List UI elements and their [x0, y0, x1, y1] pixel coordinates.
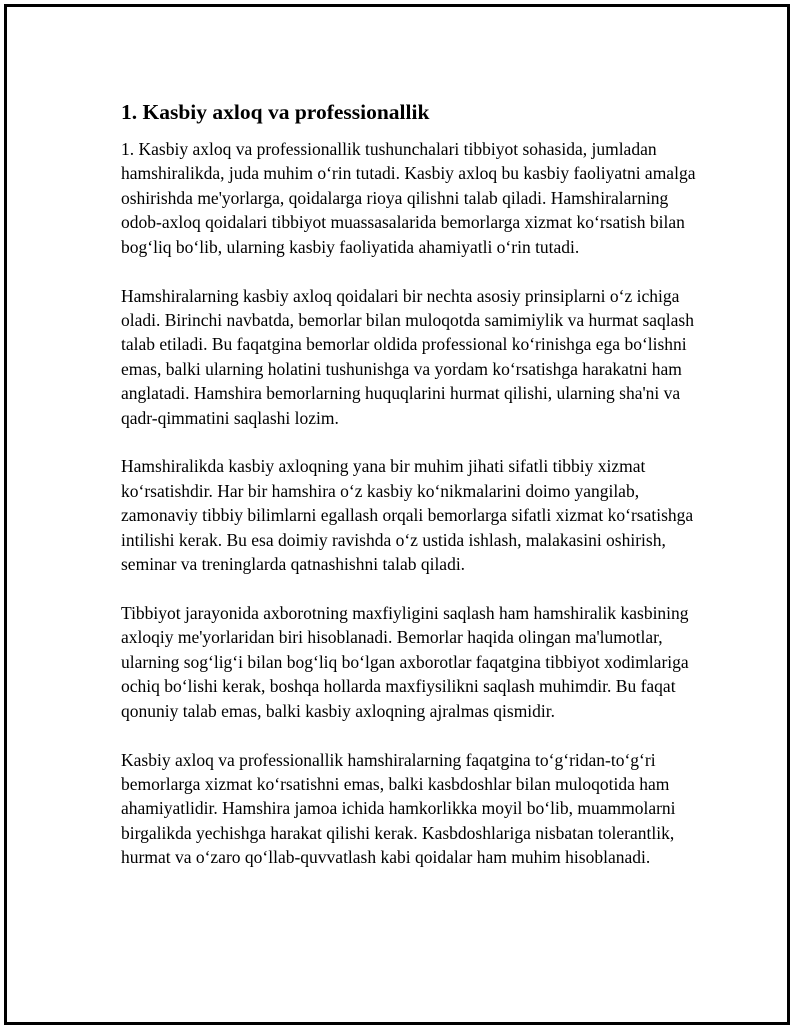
paragraph-1: 1. Kasbiy axloq va professionallik tushunchalari tibbiyot sohasida, jumladan hamshiralikda, juda muhim o‘rin tutadi. Kasbiy axloq bu kasbiy faoliyatni amalga oshirishda me'yorlarga, qoidalarga rioya qilishni talab qiladi. Hamshiralarning odob-axloq qoidalari tibbiyot muassasalarida bemorlarga xizmat ko‘rsatish bilan bog‘liq bo‘lib, ularning kasbiy faoliyatida ahamiyatli o‘rin tutadi.	[121, 139, 696, 257]
paragraph-3: Hamshiralikda kasbiy axloqning yana bir muhim jihati sifatli tibbiy xizmat ko‘rsatishdir. Har bir hamshira o‘z kasbiy ko‘nikmalarini doimo yangilab, zamonaviy tibbiy bilimlarni egallash orqali bemorlarga sifatli xizmat ko‘rsatishga intilishi kerak. Bu esa doimiy ravishda o‘z ustida ishlash, malakasini oshirish, seminar va treninglarda qatnashishni talab qiladi.	[121, 456, 694, 575]
section-heading: 1. Kasbiy axloq va professionallik	[121, 100, 430, 124]
paragraph-2: Hamshiralarning kasbiy axloq qoidalari bir nechta asosiy prinsiplarni o‘z ichiga oladi. Birinchi navbatda, bemorlar bilan muloqotda samimiylik va hurmat saqlash talab etiladi. Bu faqatgina bemorlar oldida professional ko‘rinishga ega bo‘lishni emas, balki ularning holatini tushunishga va yordam ko‘rsatishga harakatni ham anglatadi. Hamshira bemorlarning huquqlarini hurmat qilishi, ularning sha'ni va qadr-qimmatini saqlashi lozim.	[121, 285, 694, 428]
paragraph-5: Kasbiy axloq va professionallik hamshiralarning faqatgina to‘g‘ridan-to‘g‘ri bemorlarga xizmat ko‘rsatishni emas, balki kasbdoshlar bilan muloqotida ham ahamiyatlidir. Hamshira jamoa ichida hamkorlikka moyil bo‘lib, muammolarni birgalikda yechishga harakat qilishi kerak. Kasbdoshlariga nisbatan tolerantlik, hurmat va o‘zaro qo‘llab-quvvatlash kabi qoidalar ham muhim hisoblanadi.	[121, 749, 676, 868]
paragraph-4: Tibbiyot jarayonida axborotning maxfiyligini saqlash ham hamshiralik kasbining axloqiy me'yorlaridan biri hisoblanadi. Bemorlar haqida olingan ma'lumotlar, ularning sog‘lig‘i bilan bog‘liq bo‘lgan axborotlar faqatgina tibbiyot xodimlariga ochiq bo‘lishi kerak, boshqa hollarda maxfiysilikni saqlash muhimdir. Bu faqat qonuniy talab emas, balki kasbiy axloqning ajralmas qismidir.	[121, 603, 689, 721]
document-page	[4, 4, 790, 1025]
document-body	[121, 97, 701, 894]
